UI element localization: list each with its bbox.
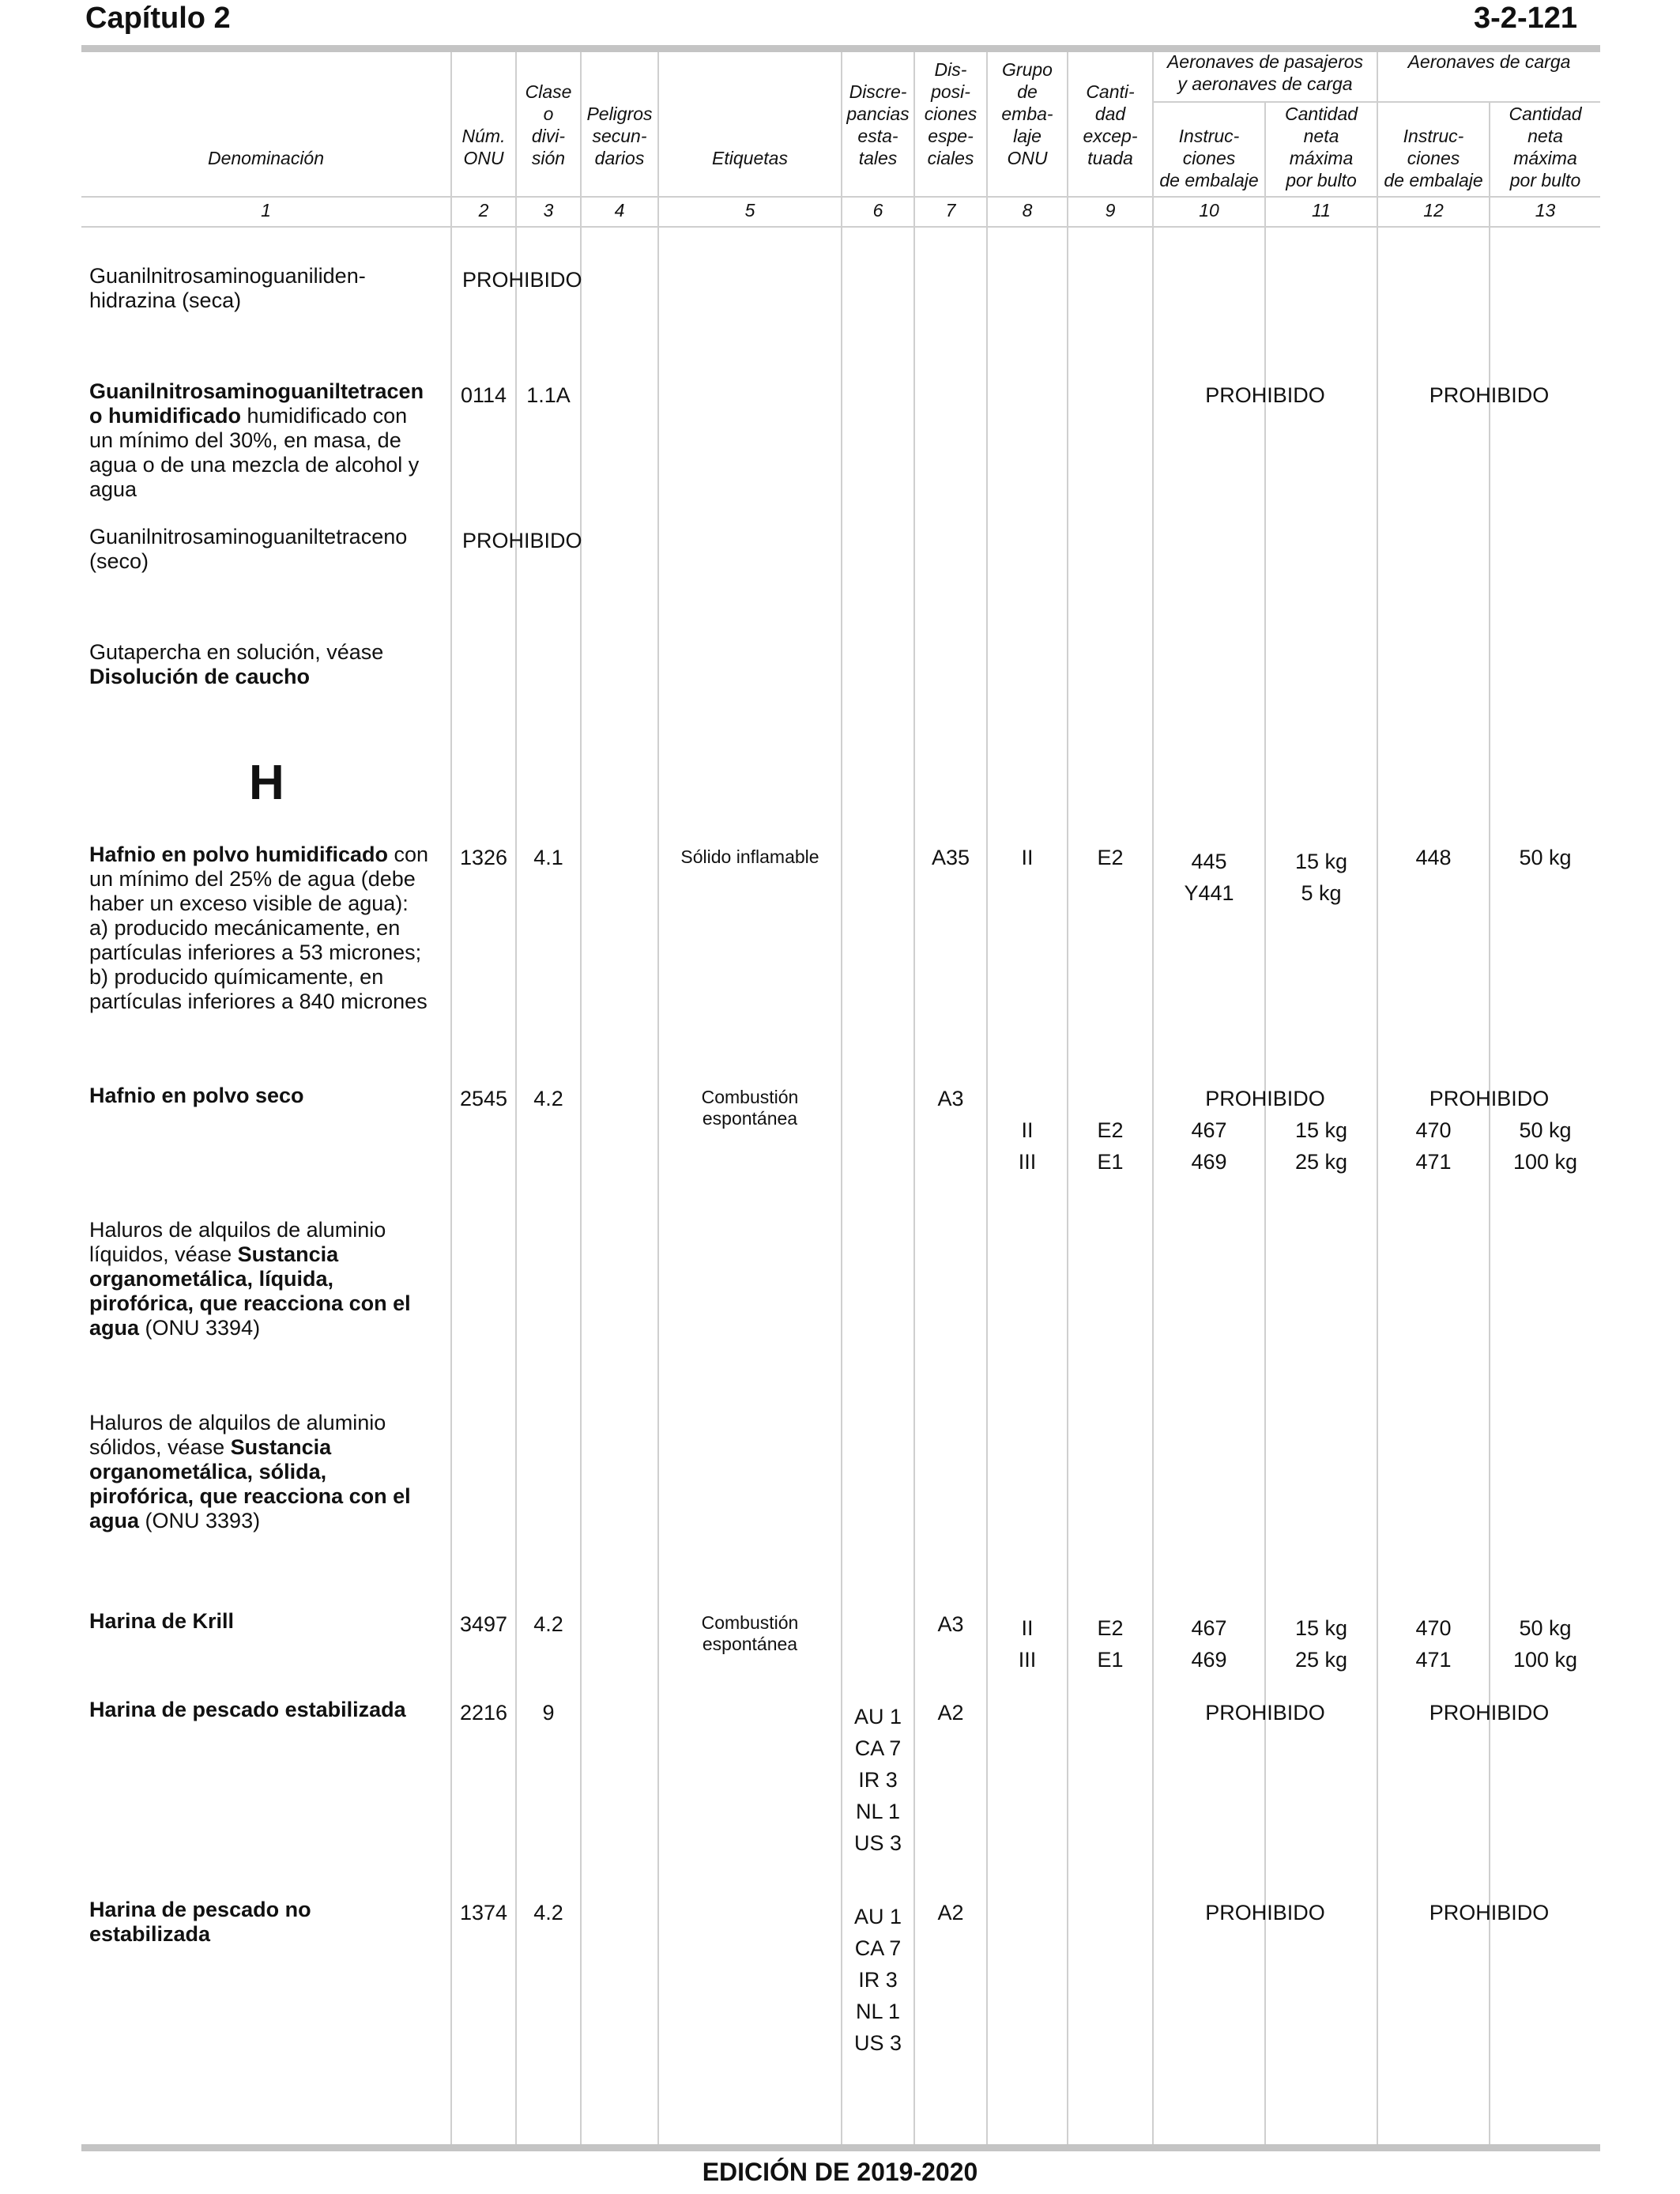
special-provision: A2 (937, 1901, 964, 1924)
header-denominacion: Denominación (207, 148, 325, 168)
header-group-passenger: Aeronaves de pasajeros y aeronaves de carga (1166, 51, 1364, 94)
un-number: 1374 (459, 1901, 508, 1924)
edition-footer: EDICIÓN DE 2019-2020 (702, 2158, 978, 2186)
special-provision: A3 (937, 1612, 964, 1636)
header-pi-passenger: Instruc- ciones de embalaje (1159, 126, 1259, 190)
special-provision: A3 (937, 1087, 964, 1110)
packing-group: II III (1018, 1616, 1037, 1672)
qty-passenger: 15 kg 25 kg (1294, 1118, 1348, 1174)
qty-passenger: 15 kg 5 kg (1294, 850, 1348, 905)
excepted-quantity: E2 E1 (1097, 1616, 1124, 1672)
label-text: Combustión espontánea (701, 1087, 799, 1129)
section-letter: H (249, 756, 284, 810)
column-number: 4 (614, 200, 625, 221)
header-qty-cargo: Cantidad neta máxima por bulto (1509, 104, 1582, 190)
pi-passenger: 467 469 (1191, 1616, 1227, 1672)
header-excepted-quantity: Canti- dad excep- tuada (1083, 81, 1138, 168)
column-number: 10 (1199, 200, 1219, 221)
class-division: 4.2 (533, 1087, 563, 1110)
passenger-forbidden: PROHIBIDO (1205, 1087, 1325, 1110)
entry-name: Hafnio en polvo seco (89, 1084, 304, 1107)
passenger-forbidden: PROHIBIDO (1205, 383, 1325, 407)
un-number: 2216 (459, 1701, 508, 1725)
entry-name: Haluros de alquilos de aluminio sólidos, véase Sustancia organometálica, sólida, pirofórica, que reacciona con el agua (ONU 3393) (89, 1411, 411, 1532)
chapter-title: Capítulo 2 (85, 2, 231, 35)
un-number: 3497 (459, 1612, 508, 1636)
bottom-rule (81, 2144, 1600, 2151)
entry-name: Gutapercha en solución, véase Disolución de caucho (89, 640, 384, 688)
header-qty-passenger: Cantidad neta máxima por bulto (1284, 104, 1358, 190)
column-number: 3 (543, 200, 554, 221)
header-pi-cargo: Instruc- ciones de embalaje (1384, 126, 1483, 190)
pi-passenger: 445 Y441 (1184, 850, 1234, 905)
packing-group: II (1021, 846, 1034, 869)
excepted-quantity: E2 E1 (1097, 1118, 1124, 1174)
forbidden-text: PROHIBIDO (462, 268, 582, 292)
column-number: 1 (261, 200, 271, 221)
grid-line (986, 52, 988, 2144)
header-class: Clase o divi- sión (525, 81, 572, 168)
class-division: 9 (542, 1701, 555, 1725)
forbidden-text: PROHIBIDO (462, 529, 582, 552)
qty-cargo: 50 kg (1519, 846, 1572, 869)
label-text: Combustión espontánea (701, 1612, 799, 1654)
un-number: 2545 (459, 1087, 508, 1110)
column-number: 5 (744, 200, 755, 221)
header-subsidiary-risks: Peligros secun- darios (586, 104, 653, 168)
qty-cargo: 50 kg 100 kg (1512, 1118, 1578, 1174)
pi-cargo: 448 (1415, 846, 1452, 869)
un-number: 0114 (460, 383, 507, 407)
entry-name: Harina de pescado estabilizada (89, 1698, 406, 1721)
column-number: 6 (872, 200, 883, 221)
cargo-forbidden: PROHIBIDO (1429, 1701, 1550, 1725)
entry-name: Hafnio en polvo humidificado con un mínimo del 25% de agua (debe haber un exceso visible de agua): a) producido mecánicamente, en partículas inferiores a 53 micrones; b) producido químicamente, en partículas inferiores a 840 micrones (89, 843, 429, 1013)
grid-line (81, 196, 1600, 198)
qty-cargo: 50 kg 100 kg (1512, 1616, 1578, 1672)
pi-cargo: 470 471 (1415, 1118, 1452, 1174)
cargo-forbidden: PROHIBIDO (1429, 1901, 1550, 1924)
special-provision: A2 (937, 1701, 964, 1725)
class-division: 4.2 (533, 1612, 563, 1636)
header-state-variations: Discre- pancias esta- tales (846, 81, 910, 168)
column-number: 9 (1105, 200, 1116, 221)
column-number: 8 (1022, 200, 1033, 221)
entry-name: Harina de pescado no estabilizada (89, 1898, 311, 1946)
header-packing-group: Grupo de emba- laje ONU (1001, 59, 1053, 168)
entry-name: Haluros de alquilos de aluminio líquidos, véase Sustancia organometálica, líquida, pirofórica, que reacciona con el agua (ONU 3394) (89, 1218, 411, 1340)
header-un-number: Núm. ONU (461, 126, 506, 168)
passenger-forbidden: PROHIBIDO (1205, 1901, 1325, 1924)
cargo-forbidden: PROHIBIDO (1429, 383, 1550, 407)
column-number: 7 (945, 200, 956, 221)
entry-name: Guanilnitrosaminoguaniltetracen o humidificado humidificado con un mínimo del 30%, en masa, de agua o de una mezcla de alcohol y agua (89, 379, 424, 501)
qty-passenger: 15 kg 25 kg (1294, 1616, 1348, 1672)
class-division: 4.1 (533, 846, 563, 869)
entry-name: Harina de Krill (89, 1609, 235, 1633)
page-number: 3-2-121 (1474, 2, 1577, 35)
special-provision: A35 (931, 846, 970, 869)
state-variations: AU 1 CA 7 IR 3 NL 1 US 3 (853, 1705, 902, 1855)
packing-group: II III (1018, 1118, 1037, 1174)
class-division: 4.2 (533, 1901, 563, 1924)
column-number: 12 (1423, 200, 1444, 221)
pi-passenger: 467 469 (1191, 1118, 1227, 1174)
excepted-quantity: E2 (1097, 846, 1124, 869)
grid-line (580, 52, 582, 2144)
column-number: 2 (478, 200, 489, 221)
header-group-cargo: Aeronaves de carga (1407, 51, 1571, 72)
entry-name: Guanilnitrosaminoguaniliden- hidrazina (seca) (89, 264, 366, 312)
column-number: 13 (1535, 200, 1556, 221)
class-division: 1.1A (526, 383, 571, 407)
cargo-forbidden: PROHIBIDO (1429, 1087, 1550, 1110)
label-text: Sólido inflamable (680, 846, 819, 867)
passenger-forbidden: PROHIBIDO (1205, 1701, 1325, 1725)
un-number: 1326 (459, 846, 508, 869)
header-special-provisions: Dis- posi- ciones espe- ciales (924, 59, 977, 168)
entry-name: Guanilnitrosaminoguaniltetraceno (seco) (89, 525, 408, 573)
grid-line (81, 226, 1600, 228)
grid-line (1067, 52, 1068, 2144)
pi-cargo: 470 471 (1415, 1616, 1452, 1672)
state-variations: AU 1 CA 7 IR 3 NL 1 US 3 (853, 1905, 902, 2055)
column-number: 11 (1312, 200, 1331, 221)
header-labels: Etiquetas (712, 148, 788, 168)
